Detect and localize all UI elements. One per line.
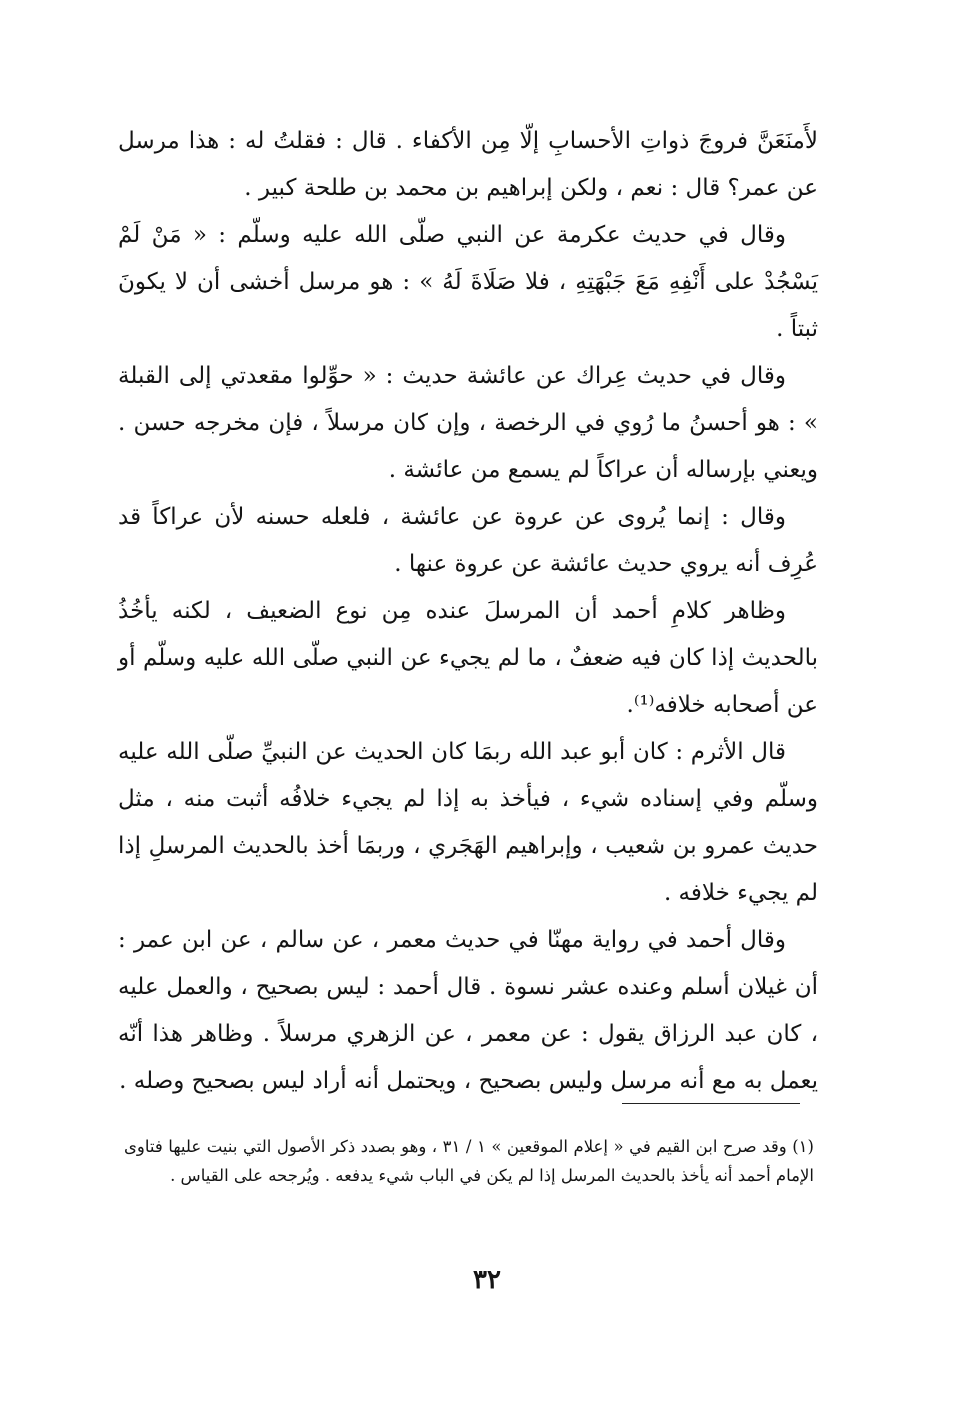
paragraph: لأَمنَعَنَّ فروجَ ذواتِ الأحسابِ إلّا مِن الأكفاء . قال : فقلتُ له : هذا مرسل عن عمر؟ قال : نعم ، ولكن إبراهيم بن محمد بن طلحة كبير . bbox=[118, 128, 818, 201]
paragraph: وقال : إنما يُروى عن عروة عن عائشة ، فلعله حسنه لأن عراكاً قد عُرِف أنه يروي حديث عائشة عن عروة عنها . bbox=[118, 504, 818, 577]
footnote: (١) وقد صرح ابن القيم في « إعلام الموقعين » ١ / ٣١ ، وهو بصدد ذكر الأصول التي بنيت عليها فتاوى الإمام أحمد أنه يأخذ بالحديث المرسل إذا لم يكن في الباب شيء يدفعه . ويُرجحه على القياس . bbox=[124, 1137, 814, 1185]
paragraph: قال الأثرم : كان أبو عبد الله ربمَا كان الحديث عن النبيِّ صلّى الله عليه وسلّم وفي إسناده شيء ، فيأخذ به إذا لم يجيء خلافُه أثبت منه ، مثل حديث عمرو بن شعيب ، وإبراهيم الهَجَري ، وربمَا أخذ بالحديث المرسلِ إذا لم يجيء خلافه . bbox=[118, 739, 818, 906]
paragraph: وظاهر كلامِ أحمد أن المرسلَ عنده مِن نوع الضعيف ، لكنه يأخُذُ بالحديث إذا كان فيه ضعفٌ ، ما لم يجيء عن النبي صلّى الله عليه وسلّم أو عن أصحابه خلافه⁽¹⁾. bbox=[118, 598, 818, 718]
footnote-divider bbox=[622, 1103, 800, 1104]
paragraph: وقال في حديث عكرمة عن النبي صلّى الله عليه وسلّم : « مَنْ لَمْ يَسْجُدْ على أَنْفِهِ مَعَ جَبْهَتِهِ ، فلا صَلَاةَ لَهُ » : هو مرسل أخشى أن لا يكونَ ثبتاً . bbox=[118, 222, 818, 342]
main-text bbox=[118, 118, 818, 1105]
paragraph: وقال أحمد في رواية مهنّا في حديث معمر ، عن سالم ، عن ابن عمر : أن غيلان أسلم وعنده عشر نسوة . قال أحمد : ليس بصحيح ، والعمل عليه ، كان عبد الرزاق يقول : عن معمر ، عن الزهري مرسلاً . وظاهر هذا أنّه يعمل به مع أنه مرسل وليس بصحيح ، ويحتمل أنه أراد ليس بصحيح وصله . bbox=[118, 927, 819, 1094]
page-number: ٣٢ bbox=[473, 1265, 501, 1295]
paragraph: وقال في حديث عِراك عن عائشة حديث : « حوِّلوا مقعدتي إلى القبلة » : هو أحسنُ ما رُوي في الرخصة ، وإن كان مرسلاً ، فإن مخرجه حسن . ويعني بإرساله أن عراكاً لم يسمع من عائشة . bbox=[118, 363, 818, 483]
